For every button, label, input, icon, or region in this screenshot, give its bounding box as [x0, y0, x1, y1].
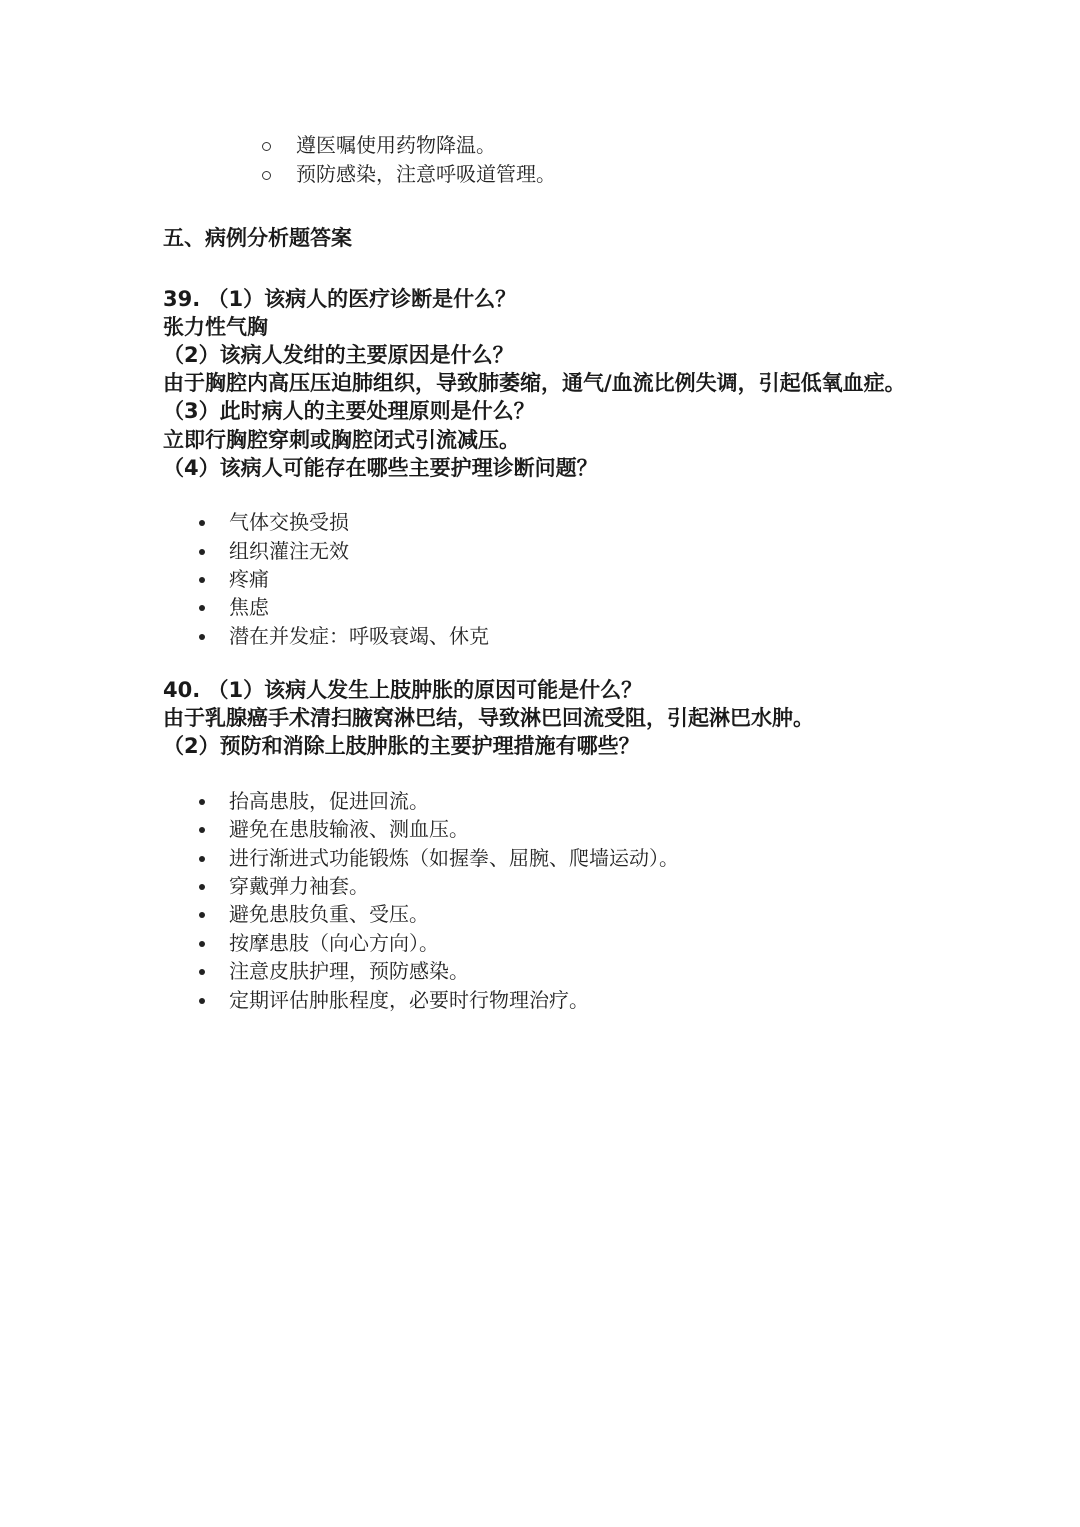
list-item: 注意皮肤护理，预防感染。: [229, 959, 469, 983]
list-item: 进行渐进式功能锻炼（如握拳、屈腕、爬墙运动）。: [229, 846, 679, 870]
list-item: 潜在并发症：呼吸衰竭、休克: [229, 624, 489, 648]
bullet-icon: [199, 549, 205, 555]
bullet-icon: [199, 827, 205, 833]
q39-question-2: （2）该病人发绀的主要原因是什么？: [163, 343, 514, 367]
bullet-icon: [199, 799, 205, 805]
bullet-icon: [199, 520, 205, 526]
q39-question-4: （4）该病人可能存在哪些主要护理诊断问题？: [163, 456, 598, 480]
q40-answer-1: 由于乳腺癌手术清扫腋窝淋巴结，导致淋巴回流受阻，引起淋巴水肿。: [163, 706, 814, 730]
bullet-icon: [199, 634, 205, 640]
list-item: 组织灌注无效: [229, 539, 349, 563]
list-item: 预防感染，注意呼吸道管理。: [296, 162, 556, 186]
list-item: 疼痛: [229, 567, 269, 591]
list-item: 定期评估肿胀程度，必要时行物理治疗。: [229, 988, 589, 1012]
bullet-icon: [199, 884, 205, 890]
q39-answer-2: 由于胸腔内高压压迫肺组织，导致肺萎缩，通气/血流比例失调，引起低氧血症。: [163, 371, 906, 395]
list-item: 抬高患肢，促进回流。: [229, 789, 429, 813]
list-item: 穿戴弹力袖套。: [229, 874, 369, 898]
bullet-icon: [199, 941, 205, 947]
list-item: 按摩患肢（向心方向）。: [229, 931, 439, 955]
q40-question-2: （2）预防和消除上肢肿胀的主要护理措施有哪些？: [163, 734, 640, 758]
list-item: 避免患肢负重、受压。: [229, 902, 429, 926]
q39-question-3: （3）此时病人的主要处理原则是什么？: [163, 399, 535, 423]
bullet-icon: [199, 856, 205, 862]
bullet-icon: [199, 969, 205, 975]
bullet-icon: [199, 577, 205, 583]
list-item: 避免在患肢输液、测血压。: [229, 817, 469, 841]
bullet-icon: [199, 912, 205, 918]
q39-question-1: 39. （1）该病人的医疗诊断是什么？: [163, 287, 517, 311]
bullet-icon: [199, 605, 205, 611]
q39-answer-3: 立即行胸腔穿刺或胸腔闭式引流减压。: [163, 428, 520, 452]
q40-question-1: 40. （1）该病人发生上肢肿胀的原因可能是什么？: [163, 678, 643, 702]
section-heading: 五、病例分析题答案: [163, 226, 352, 250]
circle-bullet-icon: [262, 171, 271, 180]
list-item: 遵医嘱使用药物降温。: [296, 133, 496, 157]
list-item: 气体交换受损: [229, 510, 349, 534]
q39-answer-1: 张力性气胸: [163, 315, 268, 339]
bullet-icon: [199, 998, 205, 1004]
list-item: 焦虑: [229, 595, 269, 619]
circle-bullet-icon: [262, 142, 271, 151]
